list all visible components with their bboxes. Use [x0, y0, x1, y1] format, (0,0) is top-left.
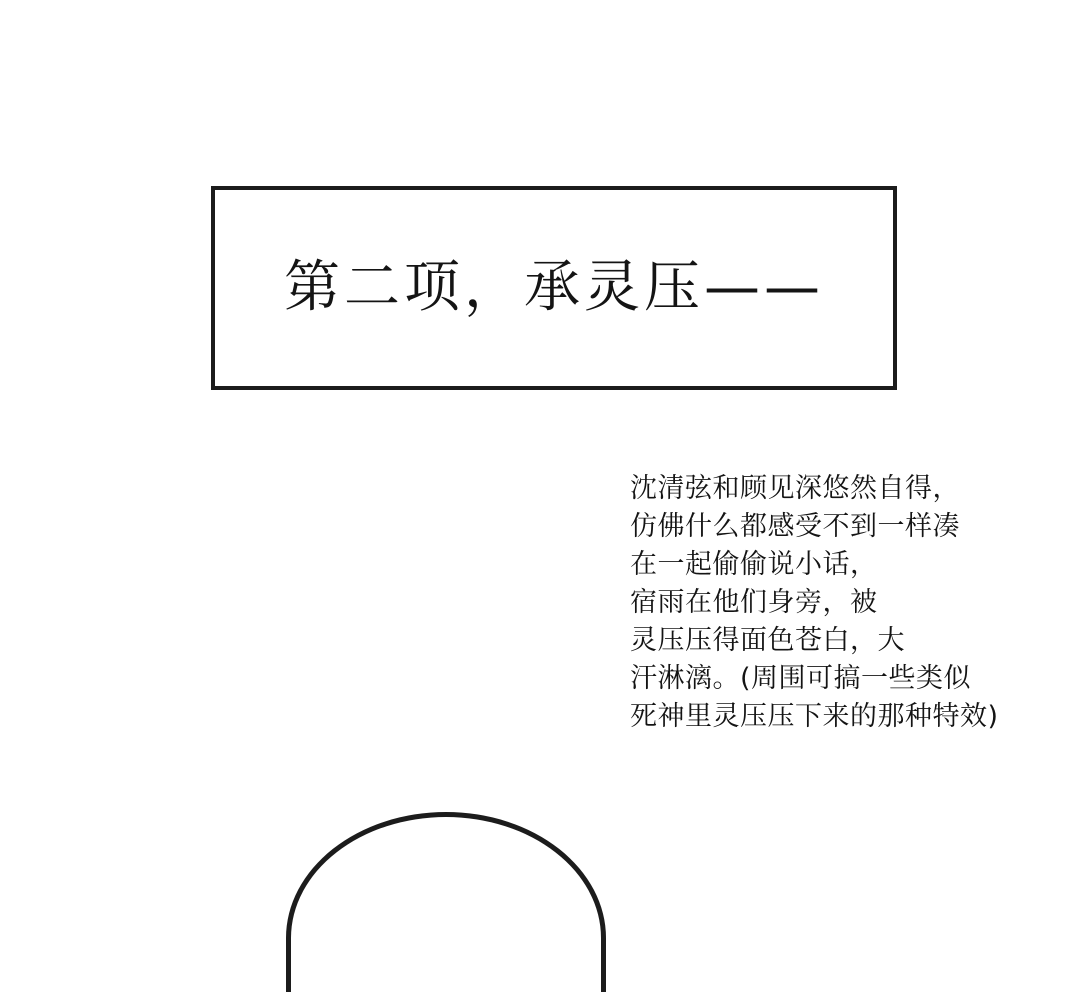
narration-line: 灵压压得面色苍白，大 — [630, 625, 905, 656]
narration-line: 汗淋漓。(周围可搞一些类似 — [630, 663, 972, 694]
narration-line: 在一起偷偷说小话， — [630, 549, 878, 580]
character-head-outline — [286, 812, 606, 992]
caption-box — [211, 186, 897, 390]
narration-line: 死神里灵压压下来的那种特效) — [630, 701, 999, 732]
narration-line: 沈清弦和顾见深悠然自得， — [630, 473, 960, 504]
caption-text: 第二项，承灵压—— — [284, 255, 824, 321]
narration-line: 仿佛什么都感受不到一样凑 — [630, 511, 960, 542]
narration-block — [630, 470, 1060, 736]
narration-line: 宿雨在他们身旁，被 — [630, 587, 878, 618]
